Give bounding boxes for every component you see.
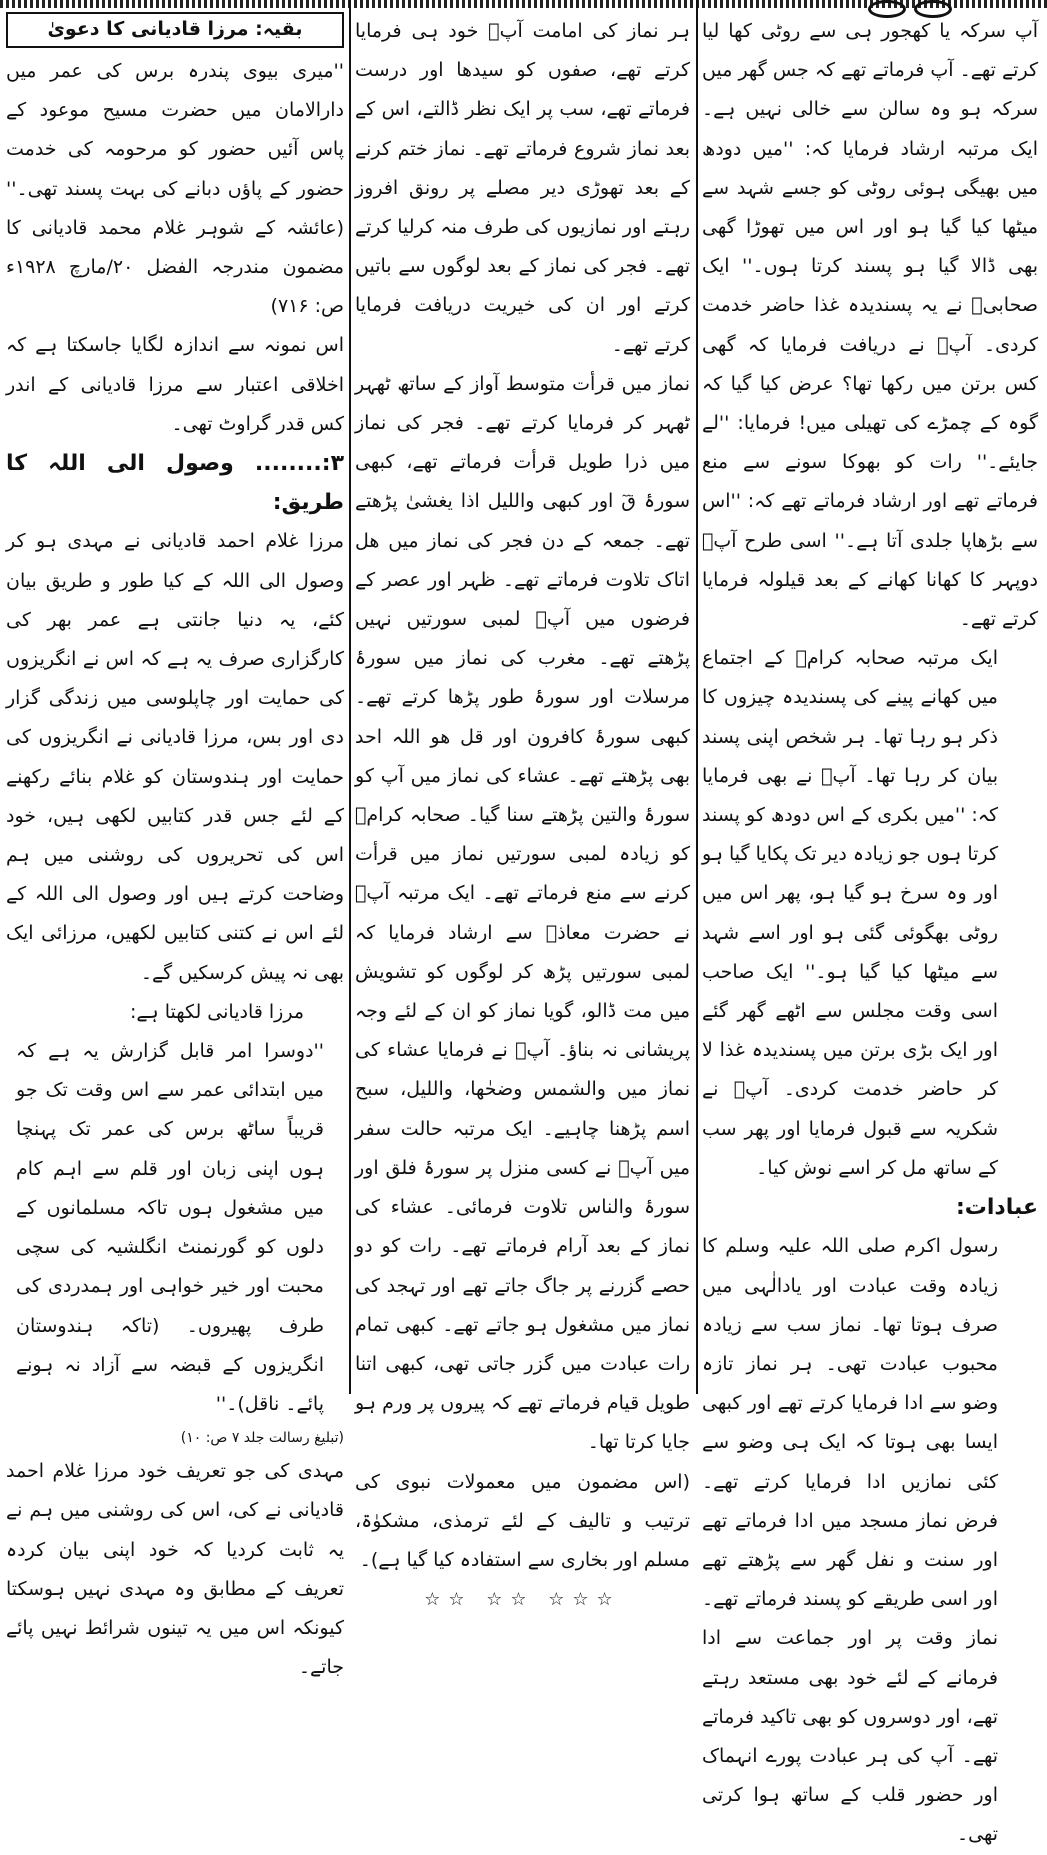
- paragraph: نماز میں قرأت متوسط آواز کے ساتھ ٹھہر ٹھہر کر فرمایا کرتے تھے۔ فجر کی نماز میں ذرا طویل قرأت فرماتے تھے، کبھی سورۂ قٓ اور کبھی واللیل اذا یغشیٰ پڑھتے تھے۔ جمعہ کے دن فجر کی نماز میں ھل اتاک تلاوت فرماتے تھے۔ ظہر اور عصر کے فرضوں میں آپؐ لمبی سورتیں نہیں پڑھتے تھے۔ مغرب کی نماز میں سورۂ مرسلات اور سورۂ طور پڑھا کرتے تھے۔ کبھی سورۂ کافرون اور قل ھو اللہ احد بھی پڑھتے تھے۔ عشاء کی نماز میں آپ کو سورۂ والتین پڑھتے سنا گیا۔ صحابہ کرامؓ کو زیادہ لمبی سورتیں نماز میں قرأت کرنے سے منع فرماتے تھے۔ ایک مرتبہ آپؐ نے حضرت معاذؓ سے ارشاد فرمایا کہ لمبی سورتیں پڑھ کر لوگوں کو تشویش میں مت ڈالو، گویا نماز کو ان کے لئے وجہ پریشانی نہ بناؤ۔ آپؐ نے فرمایا عشاء کی نماز میں والشمس وضحٰھا، واللیل، سبح اسم پڑھنا چاہیے۔ ایک مرتبہ حالت سفر میں آپؐ نے کسی منزل پر سورۂ فلق اور سورۂ والناس تلاوت فرمائی۔ عشاء کی نماز کے بعد آرام فرماتے تھے۔ رات کو دو حصے گزرنے پر جاگ جاتے تھے اور تہجد کی نماز میں مشغول ہو جاتے تھے۔ کبھی تمام رات عبادت میں گزر جاتی تھی، کبھی اتنا طویل قیام فرماتے تھے کہ پیروں پر ورم ہو جایا کرتا تھا۔: [355, 372, 690, 1454]
- paragraph: ''میری بیوی پندرہ برس کی عمر میں دارالامان میں حضرت مسیح موعود کے پاس آئیں حضور کو مرحومہ کی خدمت حضور کے پاؤں دبانے کی بہت پسند تھی۔'' (عائشہ کے شوہر غلام محمد قادیانی کا مضمون مندرجہ الفضل ۲۰/مارچ ۱۹۲۸ء ص: ۷۱۶): [6, 60, 344, 318]
- paragraph: اس نمونہ سے اندازہ لگایا جاسکتا ہے کہ اخلاقی اعتبار سے مرزا قادیانی کے اندر کس قدر گراوٹ تھی۔: [6, 334, 344, 435]
- left-column: [6, 12, 344, 1679]
- reference: (تبلیغ رسالت جلد ۷ ص: ۱۰): [180, 1430, 344, 1447]
- stars-divider: ☆☆☆ ☆☆ ☆☆: [424, 1589, 621, 1611]
- quotation: ''دوسرا امر قابل گزارش یہ ہے کہ میں ابتدائی عمر سے اس وقت تک جو قریباً ساٹھ برس کی عمر تک پہنچا ہوں اپنی زبان اور قلم سے اہم کام میں مشغول ہوں تاکہ مسلمانوں کے دلوں کو گورنمنٹ انگلشیہ کی سچی محبت اور خیر خواہی اور ہمدردی کی طرف پھیروں۔ (تاکہ ہندوستان انگریزوں کے قبضہ سے آزاد نہ ہونے پائے۔ ناقل)۔'': [16, 1040, 324, 1415]
- middle-column: [355, 12, 690, 1611]
- paragraph: ہر نماز کی امامت آپؐ خود ہی فرمایا کرتے تھے، صفوں کو سیدھا اور درست فرماتے تھے، سب پر ایک نظر ڈالتے، اس کے بعد نماز شروع فرماتے تھے۔ نماز ختم کرنے کے بعد تھوڑی دیر مصلے پر رونق افروز رہتے اور نمازیوں کی طرف منہ کرلیا کرتے تھے۔ فجر کی نماز کے بعد لوگوں سے باتیں کرتے اور ان کی خیریت دریافت فرمایا کرتے تھے۔: [355, 20, 690, 356]
- continued-title-box: بقیہ: مرزا قادیانی کا دعویٰ: [6, 12, 344, 48]
- section-heading: عبادات:: [955, 1195, 1038, 1221]
- paragraph: ایک مرتبہ صحابہ کرامؓ کے اجتماع میں کھانے پینے کی پسندیدہ چیزوں کا ذکر ہو رہا تھا۔ ہر شخص اپنی پسند بیان کر رہا تھا۔ آپؐ نے بھی فرمایا کہ: ''میں بکری کے اس دودھ کو پسند کرتا ہوں جو زیادہ دیر تک پکایا گیا ہو اور وہ سرخ ہو گیا ہو، پھر اس میں روٹی بھگوئی گئی ہو اور اسے شہد سے میٹھا کیا گیا ہو۔'' ایک صاحب اسی وقت مجلس سے اٹھے گھر گئے اور ایک بڑی برتن میں پسندیدہ غذا لا کر حاضر خدمت کردی۔ آپؐ نے شکریہ سے قبول فرمایا اور پھر سب کے ساتھ مل کر اسے نوش کیا۔: [702, 647, 998, 1179]
- paragraph: مرزا قادیانی لکھتا ہے:: [130, 1000, 304, 1023]
- right-column: [702, 12, 1038, 1846]
- paragraph: آپ سرکہ یا کھجور ہی سے روٹی کھا لیا کرتے تھے۔ آپ فرماتے تھے کہ جس گھر میں سرکہ ہو وہ سالن سے خالی نہیں ہے۔ ایک مرتبہ ارشاد فرمایا کہ: ''میں دودھ میں بھیگی ہوئی روٹی کو جسے شہد سے میٹھا کیا گیا ہو اور اس میں تھوڑا گھی بھی ڈالا گیا ہو پسند کرتا ہوں۔'' ایک صحابیؓ نے یہ پسندیدہ غذا حاضر خدمت کردی۔ آپؐ نے دریافت فرمایا کہ گھی کس برتن میں رکھا تھا؟ عرض کیا گیا کہ گوہ کے چمڑے کی تھیلی میں! فرمایا: ''لے جایئے۔'' رات کو بھوکا سونے سے منع فرماتے تھے اور ارشاد فرماتے تھے کہ: ''اس سے بڑھاپا جلدی آتا ہے۔'' اسی طرح آپؐ دوپہر کا کھانا کھانے کے بعد قیلولہ فرمایا کرتے تھے۔: [702, 20, 1038, 631]
- section-heading: ۳:........ وصول الی اللہ کا طریق:: [6, 451, 344, 516]
- paragraph: مرزا غلام احمد قادیانی نے مہدی ہو کر وصول الی اللہ کے کیا طور و طریق بیان کئے، یہ دنیا جانتی ہے عمر بھر کی کارگزاری صرف یہ ہے کہ اس نے انگریزوں کی حمایت اور چاپلوسی میں زندگی گزار دی اور بس، مرزا قادیانی نے انگریزوں کی حمایت اور ہندوستان کو غلام بنائے رکھنے کے لئے جس قدر کتابیں لکھی ہیں، خود اس کی تحریروں کی روشنی میں ہم وضاحت کرتے ہیں اور وصول الی اللہ کے لئے اس نے کتنی کتابیں لکھیں، مرزائی ایک بھی نہ پیش کرسکیں گے۔: [6, 530, 344, 984]
- paragraph: (اس مضمون میں معمولات نبوی کی ترتیب و تالیف کے لئے ترمذی، مشکوٰۃ، مسلم اور بخاری سے استفادہ کیا گیا ہے)۔: [355, 1470, 690, 1571]
- column-divider: [696, 0, 698, 1394]
- paragraph: رسول اکرم صلی اللہ علیہ وسلم کا زیادہ وقت عبادت اور یادالٰہی میں صرف ہوتا تھا۔ نماز سب سے زیادہ محبوب عبادت تھی۔ ہر نماز تازہ وضو سے ادا فرمایا کرتے تھے اور کبھی ایسا بھی ہوتا کہ ایک ہی وضو سے کئی نمازیں ادا فرمایا کرتے تھے۔ فرض نماز مسجد میں ادا فرماتے تھے اور سنت و نفل گھر سے پڑھتے تھے اور اسی طریقے کو پسند فرماتے تھے۔ نماز وقت پر اور جماعت سے ادا فرمانے کے لئے خود بھی مستعد رہتے تھے، اور دوسروں کو بھی تاکید فرماتے تھے۔ آپ کی ہر عبادت پورے انہماک اور حضور قلب کے ساتھ ہوا کرتی تھی۔: [702, 1235, 998, 1846]
- column-divider: [349, 0, 351, 1394]
- paragraph: مہدی کی جو تعریف خود مرزا غلام احمد قادیانی نے کی، اس کی روشنی میں ہم نے یہ ثابت کردیا کہ خود اپنی بیان کردہ تعریف کے مطابق وہ مہدی نہیں ہوسکتا کیونکہ اس میں یہ تینوں شرائط نہیں پائے جاتے۔: [6, 1460, 344, 1679]
